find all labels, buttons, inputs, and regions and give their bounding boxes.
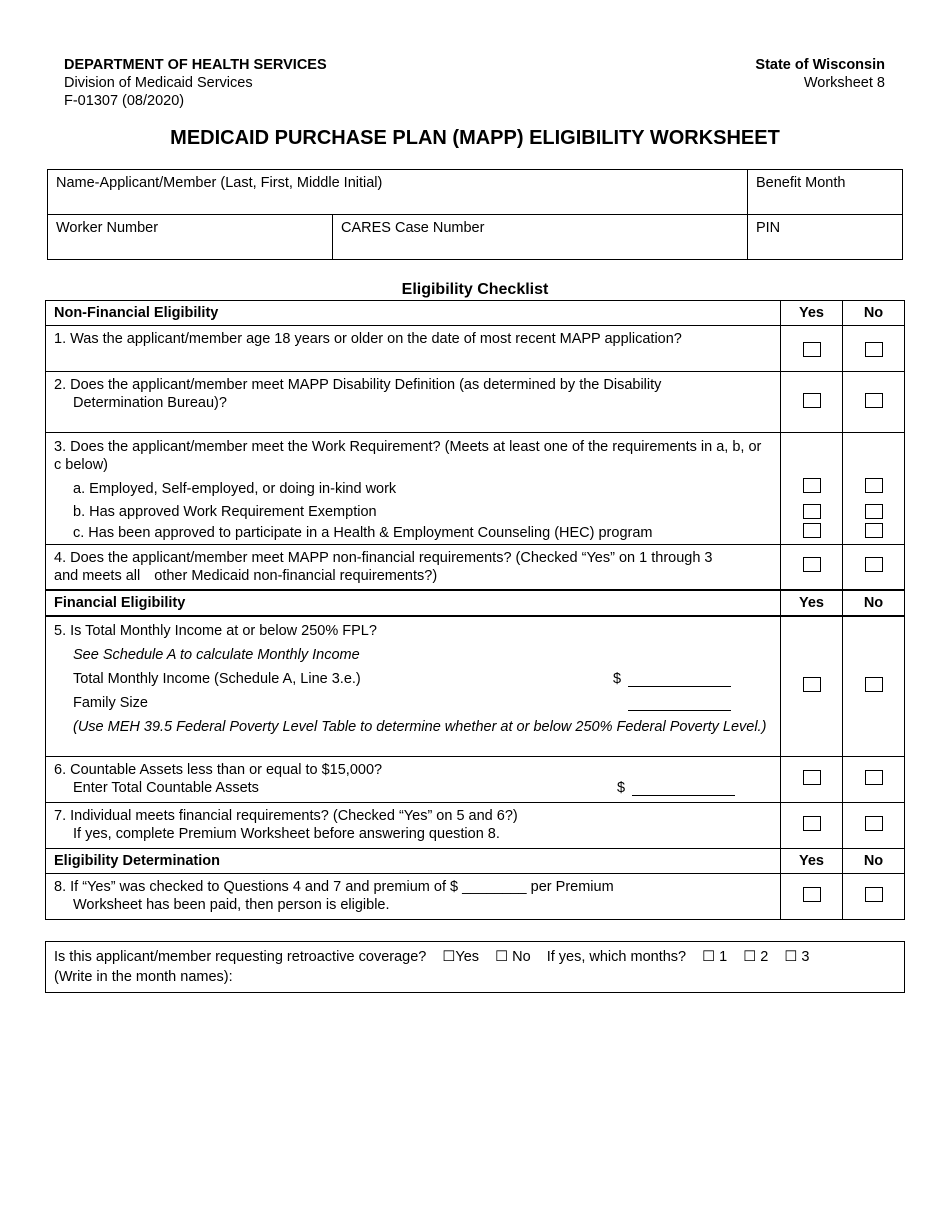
assets-field[interactable] — [632, 779, 735, 796]
q3a-no-checkbox[interactable] — [865, 478, 883, 493]
q4-yes-checkbox[interactable] — [803, 557, 821, 572]
question-1: 1. Was the applicant/member age 18 years or older on the date of most recent MAPP application? — [46, 326, 781, 372]
q3b-no-checkbox[interactable] — [865, 504, 883, 519]
checklist-title: Eligibility Checklist — [401, 281, 549, 298]
determination-yes-header: Yes — [781, 849, 843, 874]
division-name: Division of Medicaid Services — [64, 75, 253, 91]
q1-yes-checkbox[interactable] — [803, 342, 821, 357]
q5-yes-checkbox[interactable] — [803, 677, 821, 692]
q8-no-checkbox[interactable] — [865, 887, 883, 902]
q2-no-checkbox[interactable] — [865, 393, 883, 408]
retro-yes-checkbox[interactable]: ☐Yes — [442, 949, 480, 965]
premium-amount-field[interactable]: ________ — [462, 879, 527, 895]
question-3: 3. Does the applicant/member meet the Work Requirement? (Meets at least one of the requirements in a, b, or c below) a. Employed, Self-employed, or doing in-kind work b. Has approved Work Requirement Exemption c. Has been approved to participate in a Health & Employment Counseling (HEC) program — [46, 433, 781, 545]
q8-yes-checkbox[interactable] — [803, 887, 821, 902]
determination-no-header: No — [843, 849, 905, 874]
question-7: 7. Individual meets financial requirements? (Checked “Yes” on 5 and 6?) If yes, complete Premium Worksheet before answering question 8. — [46, 803, 781, 849]
question-8: 8. If “Yes” was checked to Questions 4 and 7 and premium of $ ________ per Premium Worksheet has been paid, then person is eligible. — [46, 874, 781, 920]
month-3-checkbox[interactable]: ☐ 3 — [784, 949, 810, 965]
determination-heading: Eligibility Determination — [46, 849, 781, 874]
income-field[interactable] — [628, 670, 731, 687]
q3c-no-checkbox[interactable] — [865, 523, 883, 538]
question-4: 4. Does the applicant/member meet MAPP non-financial requirements? (Checked “Yes” on 1 through 3 and meets all other Medicaid non-financial requirements?) — [46, 545, 781, 590]
month-2-checkbox[interactable]: ☐ 2 — [743, 949, 769, 965]
question-2: 2. Does the applicant/member meet MAPP Disability Definition (as determined by the Disability Determination Bureau)? — [46, 372, 781, 433]
q3a-yes-checkbox[interactable] — [803, 478, 821, 493]
page-title: MEDICAID PURCHASE PLAN (MAPP) ELIGIBILITY WORKSHEET — [170, 127, 780, 149]
eligibility-checklist — [45, 300, 905, 920]
retroactive-coverage-table — [45, 941, 905, 993]
financial-yes-header: Yes — [781, 590, 843, 616]
q6-yes-checkbox[interactable] — [803, 770, 821, 785]
no-header: No — [843, 301, 905, 326]
header-left — [64, 56, 327, 110]
nonfinancial-heading: Non-Financial Eligibility — [46, 301, 781, 326]
q5-no-checkbox[interactable] — [865, 677, 883, 692]
month-names-field[interactable]: (Write in the month names): — [54, 969, 233, 985]
q1-no-checkbox[interactable] — [865, 342, 883, 357]
retroactive-coverage: Is this applicant/member requesting retroactive coverage? ☐Yes ☐ No If yes, which months? ☐ 1 ☐ 2 ☐ 3 (Write in the month names): — [46, 942, 905, 993]
q7-no-checkbox[interactable] — [865, 816, 883, 831]
department-name: DEPARTMENT OF HEALTH SERVICES — [64, 57, 327, 73]
q2-yes-checkbox[interactable] — [803, 393, 821, 408]
financial-no-header: No — [843, 590, 905, 616]
header-right — [755, 56, 885, 92]
q7-yes-checkbox[interactable] — [803, 816, 821, 831]
financial-heading: Financial Eligibility — [46, 590, 781, 616]
benefit-month-field[interactable]: Benefit Month — [747, 170, 902, 215]
question-5: 5. Is Total Monthly Income at or below 250% FPL? See Schedule A to calculate Monthly Income Total Monthly Income (Schedule A, Line 3.e.) $ Family Size (Use MEH 39.5 Federal Poverty Level Table to determine whether at or below 250% Federal Poverty Level.) — [46, 616, 781, 757]
id-fields-table — [47, 169, 903, 260]
q3c-yes-checkbox[interactable] — [803, 523, 821, 538]
question-6: 6. Countable Assets less than or equal to $15,000? Enter Total Countable Assets $ — [46, 757, 781, 803]
name-field[interactable]: Name-Applicant/Member (Last, First, Middle Initial) — [48, 170, 748, 215]
family-size-field[interactable] — [628, 694, 731, 711]
q6-no-checkbox[interactable] — [865, 770, 883, 785]
q4-no-checkbox[interactable] — [865, 557, 883, 572]
state-name: State of Wisconsin — [755, 57, 885, 73]
month-1-checkbox[interactable]: ☐ 1 — [702, 949, 728, 965]
yes-header: Yes — [781, 301, 843, 326]
pin-field[interactable]: PIN — [747, 215, 902, 260]
form-number: F-01307 (08/2020) — [64, 93, 185, 109]
worksheet-label: Worksheet 8 — [803, 75, 885, 91]
worker-number-field[interactable]: Worker Number — [48, 215, 333, 260]
cares-case-field[interactable]: CARES Case Number — [333, 215, 748, 260]
retro-no-checkbox[interactable]: ☐ No — [495, 949, 531, 965]
q3b-yes-checkbox[interactable] — [803, 504, 821, 519]
